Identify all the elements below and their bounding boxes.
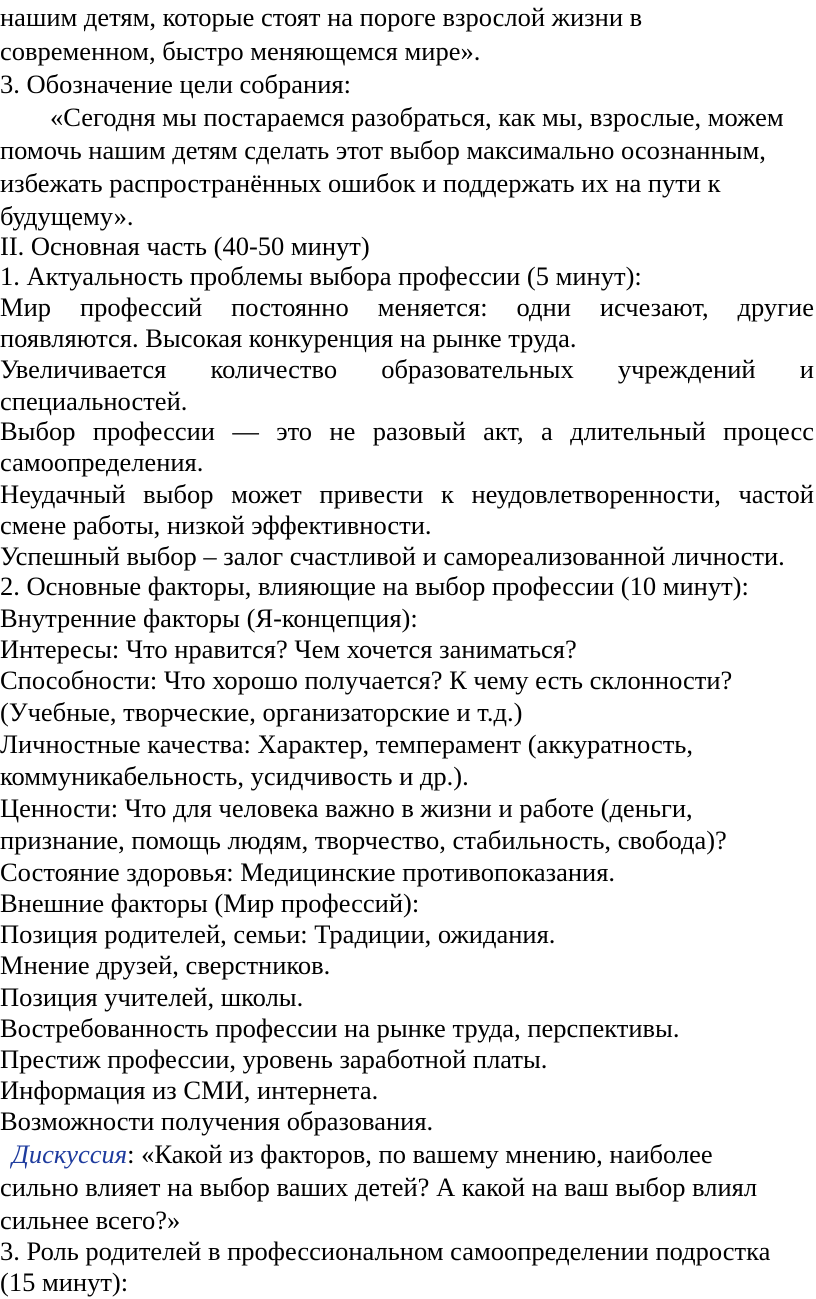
text-line: «Сегодня мы постараемся разобраться, как мы, взрослые, можем [50, 102, 784, 132]
text-line: Ценности: Что для человека важно в жизни и работе (деньги, [0, 793, 693, 823]
list-item-heading: 3. Обозначение цели собрания: [0, 69, 351, 99]
text-line: признание, помощь людям, творчество, стабильность, свобода)? [0, 825, 727, 855]
text-line: Состояние здоровья: Медицинские противопоказания. [0, 857, 616, 887]
text-line: Престиж профессии, уровень заработной платы. [0, 1044, 548, 1074]
text-line: Возможности получения образования. [0, 1106, 434, 1136]
discussion-line [12, 1139, 814, 1169]
text-line: Мир профессий постоянно меняется: одни исчезают, другие [0, 292, 814, 322]
text-line: избежать распространённых ошибок и поддержать их на пути к [0, 168, 721, 198]
text-line: Внутренние факторы (Я-концепция): [0, 603, 418, 633]
text-line: Личностные качества: Характер, темперамент (аккуратность, [0, 729, 693, 759]
text-line: Позиция родителей, семьи: Традиции, ожидания. [0, 919, 556, 949]
text-line: современном, быстро меняющемся мире». [0, 36, 481, 66]
list-item-heading: 1. Актуальность проблемы выбора профессии (5 минут): [0, 261, 642, 291]
text-line: Неудачный выбор может привести к неудовлетворенности, частой [0, 479, 814, 509]
text-line: (Учебные, творческие, организаторские и т.д.) [0, 697, 523, 727]
text-line: Позиция учителей, школы. [0, 982, 304, 1012]
list-item-heading: 3. Роль родителей в профессиональном самоопределении подростка [0, 1236, 771, 1266]
text-line: помочь нашим детям сделать этот выбор максимально осознанным, [0, 135, 766, 165]
text-line: Информация из СМИ, интернета. [0, 1075, 379, 1105]
text-line: смене работы, низкой эффективности. [0, 510, 432, 540]
discussion-text: : «Какой из факторов, по вашему мнению, наиболее [127, 1139, 713, 1169]
text-line: Внешние факторы (Мир профессий): [0, 888, 420, 918]
text-line: будущему». [0, 201, 134, 231]
text-line: (15 минут): [0, 1267, 129, 1297]
text-line: самоопределения. [0, 447, 204, 477]
text-line: нашим детям, которые стоят на пороге взрослой жизни в [0, 2, 643, 32]
list-item-heading: 2. Основные факторы, влияющие на выбор профессии (10 минут): [0, 571, 749, 601]
text-line: сильно влияет на выбор ваших детей? А какой на ваш выбор влиял [0, 1172, 758, 1202]
text-line: появляются. Высокая конкуренция на рынке труда. [0, 323, 577, 353]
text-line: Выбор профессии — это не разовый акт, а длительный процесс [0, 416, 814, 446]
text-line: Интересы: Что нравится? Чем хочется заниматься? [0, 634, 577, 664]
text-line: коммуникабельность, усидчивость и др.). [0, 761, 469, 791]
text-line: Увеличивается количество образовательных учреждений и [0, 354, 814, 384]
section-heading: II. Основная часть (40-50 минут) [0, 231, 370, 261]
discussion-label: Дискуссия [12, 1139, 128, 1169]
text-line: Способности: Что хорошо получается? К чему есть склонности? [0, 665, 733, 695]
text-line: Востребованность профессии на рынке труда, перспективы. [0, 1013, 680, 1043]
text-line: Успешный выбор – залог счастливой и самореализованной личности. [0, 541, 785, 571]
text-line: сильнее всего?» [0, 1205, 181, 1235]
text-line: Мнение друзей, сверстников. [0, 950, 331, 980]
text-line: специальностей. [0, 386, 188, 416]
